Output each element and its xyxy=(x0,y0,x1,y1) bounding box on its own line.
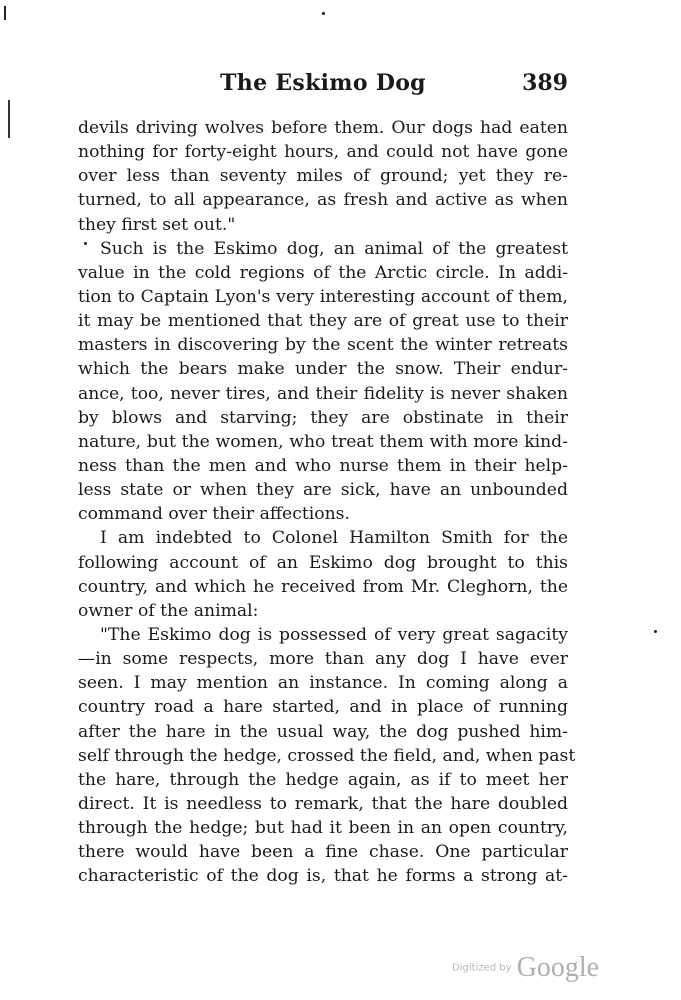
text-line: masters in discovering by the scent the winter retreats xyxy=(78,335,568,356)
text-line: through the hedge; but had it been in an open country, xyxy=(78,818,568,839)
text-line: owner of the animal: xyxy=(78,600,259,621)
digitized-watermark xyxy=(452,952,599,984)
scan-speck xyxy=(322,12,325,15)
text-line: by blows and starving; they are obstinate in their xyxy=(78,407,568,428)
text-line: command over their affections. xyxy=(78,504,350,525)
scan-speck xyxy=(654,630,657,633)
text-line: which the bears make under the snow. Their endur- xyxy=(78,359,568,380)
text-line: tion to Captain Lyon's very interesting account of them, xyxy=(78,286,568,307)
text-line: "The Eskimo dog is possessed of very great sagacity xyxy=(100,624,568,645)
text-line: —in some respects, more than any dog I have ever xyxy=(78,649,568,670)
text-line: Such is the Eskimo dog, an animal of the greatest xyxy=(100,238,568,259)
page-number: 389 xyxy=(522,70,568,96)
text-line: following account of an Eskimo dog brought to this xyxy=(78,552,568,573)
text-line: seen. I may mention an instance. In coming along a xyxy=(78,673,568,694)
text-line: self through the hedge, crossed the field, and, when past xyxy=(78,745,576,766)
scan-mark xyxy=(4,6,6,20)
text-line: direct. It is needless to remark, that the hare doubled xyxy=(78,793,568,814)
text-line: there would have been a fine chase. One particular xyxy=(78,842,568,863)
text-line: value in the cold regions of the Arctic circle. In addi- xyxy=(78,262,568,283)
running-head-title: The Eskimo Dog xyxy=(220,70,426,96)
text-line: over less than seventy miles of ground; yet they re- xyxy=(78,166,568,187)
text-line: after the hare in the usual way, the dog pushed him- xyxy=(78,721,568,742)
text-line: country road a hare started, and in place of running xyxy=(78,697,568,718)
text-line: the hare, through the hedge again, as if to meet her xyxy=(78,769,568,790)
text-line: it may be mentioned that they are of great use to their xyxy=(78,311,568,332)
margin-mark xyxy=(8,100,10,138)
watermark-prefix: Digitized by xyxy=(452,962,512,974)
text-line: they first set out." xyxy=(78,214,236,235)
text-line: characteristic of the dog is, that he forms a strong at- xyxy=(78,866,568,887)
text-line: nature, but the women, who treat them with more kind- xyxy=(78,431,568,452)
text-line: nothing for forty-eight hours, and could not have gone xyxy=(78,142,568,163)
text-line: less state or when they are sick, have an unbounded xyxy=(78,480,568,501)
text-line: ness than the men and who nurse them in their help- xyxy=(78,455,568,476)
running-head xyxy=(78,66,568,100)
text-line: ance, too, never tires, and their fidelity is never shaken xyxy=(78,383,568,404)
text-line: country, and which he received from Mr. Cleghorn, the xyxy=(78,576,568,597)
text-line: turned, to all appearance, as fresh and active as when xyxy=(78,190,568,211)
body-text xyxy=(78,116,576,889)
text-line: devils driving wolves before them. Our dogs had eaten xyxy=(78,118,568,138)
text-line: I am indebted to Colonel Hamilton Smith for the xyxy=(100,528,568,549)
watermark-brand: Google xyxy=(516,952,600,983)
